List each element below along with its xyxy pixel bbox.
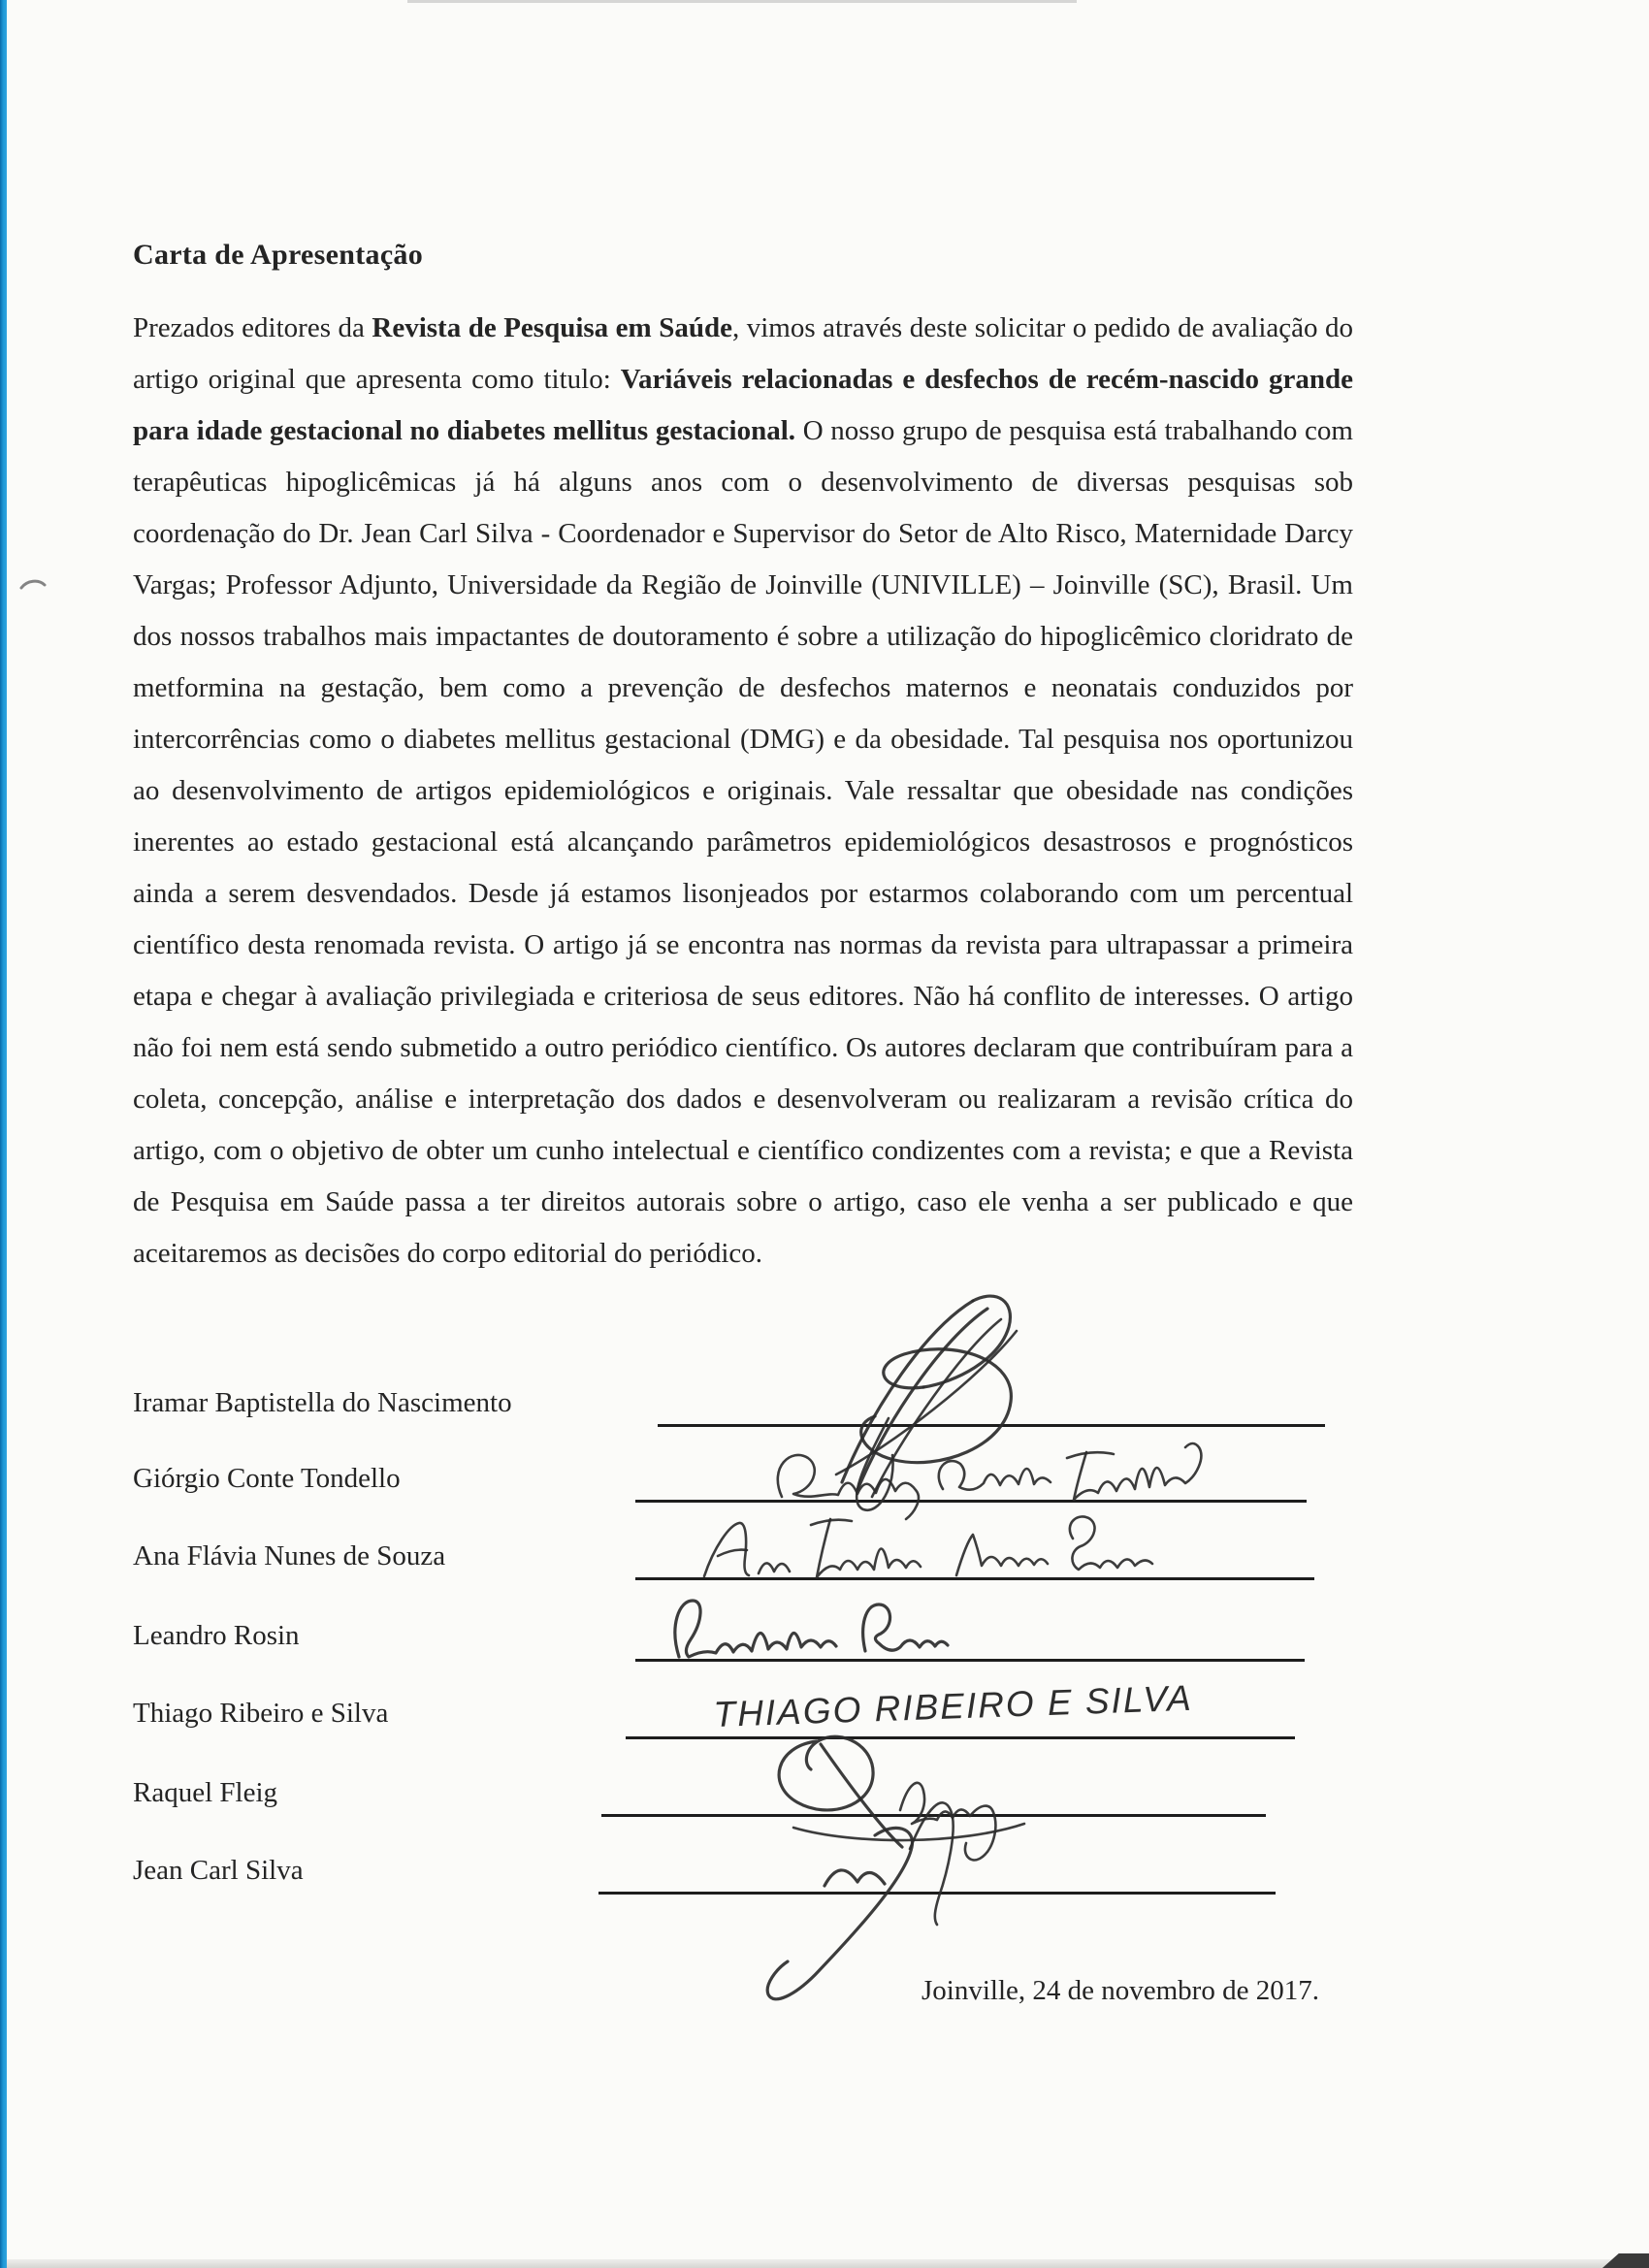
signature-line-ana — [635, 1577, 1314, 1580]
signer-name-leandro: Leandro Rosin — [133, 1620, 300, 1651]
scan-edge-top — [407, 0, 1077, 3]
date-line: Joinville, 24 de novembro de 2017. — [922, 1975, 1319, 2006]
scan-edge-bottom — [7, 2259, 1649, 2268]
scan-edge-left — [0, 0, 7, 2268]
signature-line-iramar — [658, 1424, 1325, 1427]
signature-ana-scribble — [704, 1516, 1152, 1577]
signature-line-jean — [598, 1892, 1276, 1895]
signature-thiago-caps: THIAGO RIBEIRO E SILVA — [712, 1677, 1194, 1734]
signature-iramar-scribble — [836, 1296, 1017, 1510]
signature-leandro-scribble — [675, 1601, 948, 1657]
signature-jean-scribble — [767, 1802, 953, 1998]
paragraph-run: Prezados editores da — [133, 312, 372, 343]
signer-name-jean: Jean Carl Silva — [133, 1855, 304, 1886]
letter-body — [133, 303, 1353, 1280]
signature-giorgio-scribble — [778, 1443, 1202, 1519]
signature-line-raquel — [601, 1814, 1266, 1817]
signer-name-raquel: Raquel Fleig — [133, 1777, 278, 1808]
signature-thiago-text — [713, 1678, 1193, 1734]
signature-line-thiago — [626, 1736, 1295, 1739]
signature-line-leandro — [635, 1659, 1305, 1662]
signature-raquel-scribble — [779, 1736, 1024, 1860]
stray-pen-mark — [21, 581, 45, 588]
signer-name-giorgio: Giórgio Conte Tondello — [133, 1463, 401, 1494]
letter-title: Carta de Apresentação — [133, 239, 424, 271]
signer-name-iramar: Iramar Baptistella do Nascimento — [133, 1387, 512, 1418]
paragraph-run: O nosso grupo de pesquisa está trabalhando com terapêuticas hipoglicêmicas já há alguns anos com o desenvolvimento de diversas pesquisas sob coordenação do Dr. Jean Carl Silva - Coordenador e Supervisor do Setor de Alto Risco, Maternidade Darcy Vargas; Professor Adjunto, Universidade da Região de Joinville (UNIVILLE) – Joinville (SC), Brasil. Um dos nossos trabalhos mais impactantes de doutoramento é sobre a utilização do hipoglicêmico cloridrato de metformina na gestação, bem como a prevenção de desfechos maternos e neonatais conduzidos por intercorrências como o diabetes mellitus gestacional (DMG) e da obesidade. Tal pesquisa nos oportunizou ao desenvolvimento de artigos epidemiológicos e originais. Vale ressaltar que obesidade nas condições inerentes ao estado gestacional está alcançando parâmetros epidemiológicos desastrosos e prognósticos ainda a serem desvendados. Desde já estamos lisonjeados por estarmos colaborando com um percentual científico desta renomada revista. O artigo já se encontra nas normas da revista para ultrapassar a primeira etapa e chegar à avaliação privilegiada e criteriosa de seus editores. Não há conflito de interesses. O artigo não foi nem está sendo submetido a outro periódico científico. Os autores declaram que contribuíram para a coleta, concepção, análise e interpretação dos dados e desenvolveram ou realizaram a revisão crítica do artigo, com o objetivo de obter um cunho intelectual e científico condizentes com a revista; e que a Revista de Pesquisa em Saúde passa a ter direitos autorais sobre o artigo, caso ele venha a ser publicado e que aceitaremos as decisões do corpo editorial do periódico. — [133, 415, 1353, 1269]
signer-name-ana: Ana Flávia Nunes de Souza — [133, 1540, 446, 1571]
paragraph-run: , vimos através deste solicitar o pedido de avaliação do artigo original que apresenta como titulo: — [133, 312, 1353, 395]
signature-line-giorgio — [635, 1500, 1307, 1503]
signer-name-thiago: Thiago Ribeiro e Silva — [133, 1698, 389, 1729]
paragraph-run-bold: Revista de Pesquisa em Saúde — [372, 312, 732, 343]
paragraph-run-bold: Variáveis relacionadas e desfechos de recém-nascido grande para idade gestacional no diabetes mellitus gestacional. — [133, 364, 1353, 446]
